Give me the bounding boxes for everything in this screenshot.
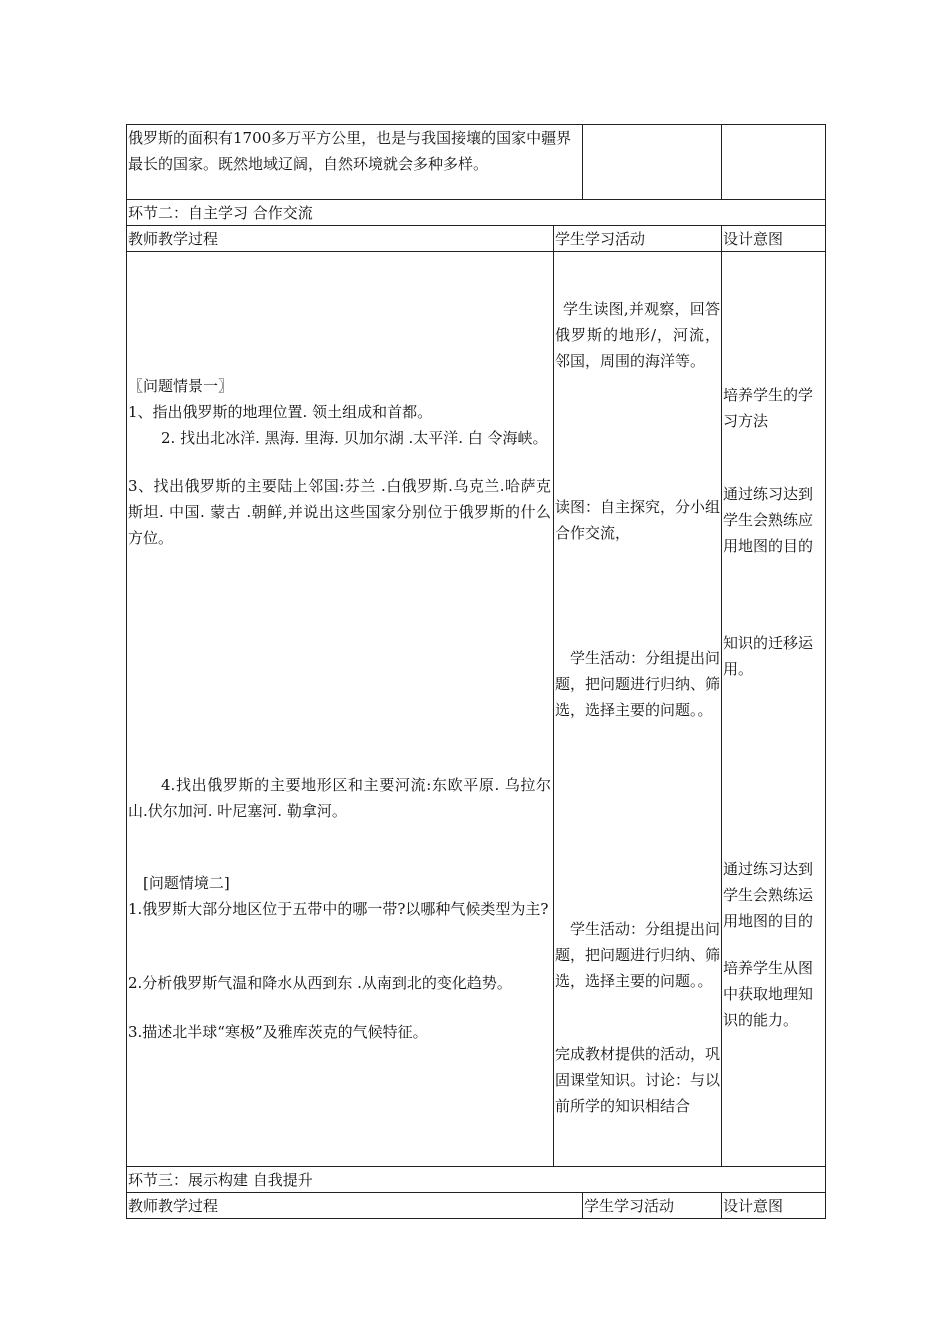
student-activity: 学生活动：分组提出问题，把问题进行归纳、筛选，选择主要的问题。。 (555, 920, 721, 990)
student-activity: 学生读图,并观察，回答俄罗斯的地形/，河流，邻国，周围的海洋等。 (555, 300, 720, 370)
column-header-teacher: 教师教学过程 (128, 1197, 219, 1215)
student-activity: 完成教材提供的活动，巩固课堂知识。讨论：与以前所学的知识相结合 (555, 1045, 721, 1115)
table-border (582, 1192, 583, 1219)
table-border (126, 124, 127, 1219)
design-intent: 通过练习达到学生会熟练运用地图的目的 (723, 860, 814, 930)
section-title: 环节三：展示构建 自我提升 (128, 1171, 313, 1189)
intro-text: 俄罗斯的面积有1700多万平方公里，也是与我国接壤的国家中疆界最长的国家。既然地域辽阔，自然环境就会多种多样。 (128, 129, 572, 173)
scenario-two-title: [问题情境二] (143, 874, 230, 892)
column-header-student: 学生学习活动 (584, 1197, 675, 1215)
question-item: 1.俄罗斯大部分地区位于五带中的哪一带?以哪种气候类型为主? (128, 900, 549, 918)
student-activity: 学生活动：分组提出问题，把问题进行归纳、筛选，选择主要的问题。。 (555, 649, 721, 719)
design-intent: 知识的迁移运用。 (723, 634, 814, 678)
scenario-one-title: 〖问题情景一〗 (128, 377, 234, 395)
student-activity: 读图：自主探究，分小组合作交流， (555, 498, 721, 542)
table-border (721, 1192, 722, 1219)
column-header-design: 设计意图 (723, 230, 784, 248)
design-intent: 通过练习达到学生会熟练应用地图的目的 (723, 485, 814, 555)
question-item: 4.找出俄罗斯的主要地形区和主要河流:东欧平原. 乌拉尔山.伏尔加河. 叶尼塞河. 勒拿河。 (128, 776, 551, 820)
column-header-student: 学生学习活动 (555, 230, 646, 248)
section-title: 环节二：自主学习 合作交流 (128, 204, 313, 222)
design-intent: 培养学生从图中获取地理知识的能力。 (723, 959, 814, 1029)
table-border (721, 225, 722, 1167)
design-intent: 培养学生的学习方法 (723, 386, 814, 430)
question-item: 1、指出俄罗斯的地理位置. 领土组成和首都。 (128, 403, 433, 421)
question-item: 3.描述北半球“寒极”及雅库茨克的气候特征。 (128, 1023, 428, 1041)
table-border (825, 124, 826, 1219)
question-item: 2.分析俄罗斯气温和降水从西到东 .从南到北的变化趋势。 (128, 974, 512, 992)
table-border (553, 225, 554, 1167)
table-border (582, 124, 583, 200)
column-header-teacher: 教师教学过程 (128, 230, 219, 248)
question-item: 2. 找出北冰洋. 黑海. 里海. 贝加尔湖 .太平洋. 白 令海峡。 (161, 429, 548, 447)
question-item: 3、找出俄罗斯的主要陆上邻国:芬兰 .白俄罗斯.乌克兰.哈萨克斯坦. 中国. 蒙古 .朝鲜,并说出这些国家分别位于俄罗斯的什么方位。 (128, 477, 551, 547)
column-header-design: 设计意图 (723, 1197, 784, 1215)
table-border (721, 124, 722, 200)
